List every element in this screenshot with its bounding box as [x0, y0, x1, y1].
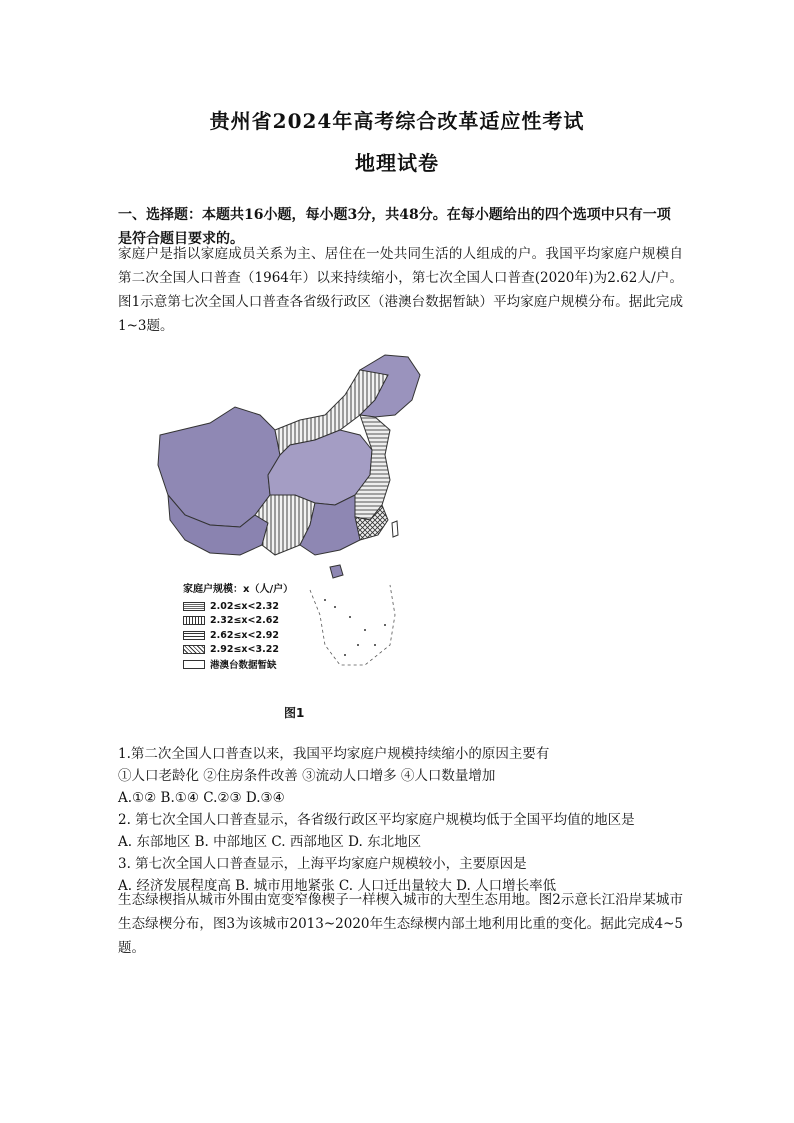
question-2-choices: A. 东部地区 B. 中部地区 C. 西部地区 D. 东北地区: [118, 834, 422, 850]
legend-item: [183, 628, 293, 643]
map-region-taiwan: [392, 521, 398, 537]
passage-2: 生态绿楔指从城市外围由宽变窄像楔子一样楔入城市的大型生态用地。图2示意长江沿岸某城市生态绿楔分布，图3为该城市2013~2020年生态绿楔内部土地利用比重的变化。据此完成4~5题。: [118, 892, 683, 956]
exam-subtitle: 地理试卷: [355, 151, 439, 175]
legend-label: 港澳台数据暂缺: [210, 660, 277, 672]
legend-swatch: [183, 631, 205, 640]
legend-item: [183, 643, 293, 658]
question-1-statements: ①人口老龄化 ②住房条件改善 ③流动人口增多 ④人口数量增加: [118, 768, 496, 784]
figure-caption: 图1: [284, 706, 305, 720]
map-legend: [183, 580, 293, 672]
question-3-stem: 3. 第七次全国人口普查显示，上海平均家庭户规模较小，主要原因是: [118, 856, 527, 872]
legend-swatch: [183, 660, 205, 669]
south-sea-boundary: [310, 585, 395, 665]
legend-label: 2.62≤x<2.92: [210, 629, 279, 641]
question-1-stem: 1.第二次全国人口普查以来，我国平均家庭户规模持续缩小的原因主要有: [118, 746, 550, 762]
legend-item: [183, 599, 293, 614]
legend-item: [183, 657, 293, 672]
question-2-stem: 2. 第七次全国人口普查显示，各省级行政区平均家庭户规模均低于全国平均值的地区是: [118, 812, 635, 828]
legend-title: 家庭户规模：x（人/户）: [183, 584, 294, 595]
exam-title: 贵州省2024年高考综合改革适应性考试: [209, 109, 585, 133]
legend-label: 2.92≤x<3.22: [210, 644, 279, 656]
section-header: 一、选择题：本题共16小题，每小题3分，共48分。在每小题给出的四个选项中只有一项是符合题目要求的。: [118, 207, 671, 247]
legend-swatch: [183, 645, 205, 654]
legend-label: 2.32≤x<2.62: [210, 615, 279, 627]
legend-label: 2.02≤x<2.32: [210, 600, 279, 612]
legend-swatch: [183, 602, 205, 611]
legend-swatch: [183, 616, 205, 625]
legend-item: [183, 614, 293, 629]
question-3-choices: A. 经济发展程度高 B. 城市用地紧张 C. 人口迁出量较大 D. 人口增长率低: [118, 878, 557, 894]
south-sea-islands: [324, 599, 386, 656]
passage-1: 家庭户是指以家庭成员关系为主、居住在一处共同生活的人组成的户。我国平均家庭户规模自第二次全国人口普查（1964年）以来持续缩小，第七次全国人口普查(2020年)为2.62人/户。图1示意第七次全国人口普查各省级行政区（港澳台数据暂缺）平均家庭户规模分布。据此完成1~3题。: [118, 246, 683, 334]
map-region-hainan: [330, 565, 343, 578]
question-1-choices: A.①② B.①④ C.②③ D.③④: [118, 790, 285, 806]
